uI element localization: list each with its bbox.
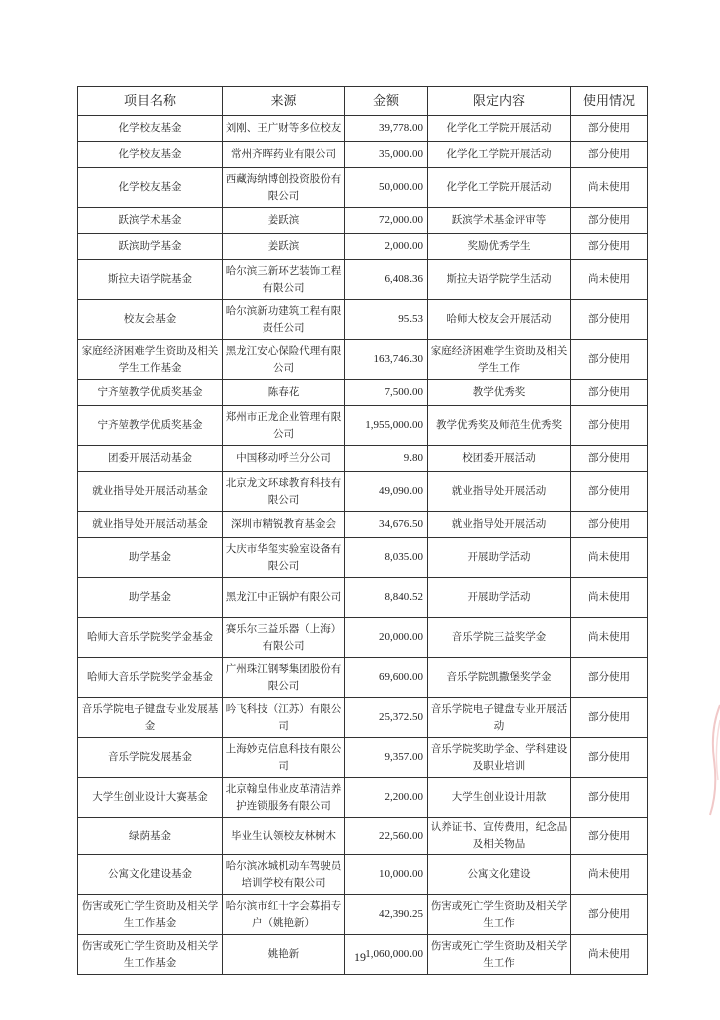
cell-project-name: 团委开展活动基金 — [78, 446, 223, 472]
table-row — [78, 698, 648, 738]
table-row — [78, 472, 648, 512]
cell-project-name: 化学校友基金 — [78, 142, 223, 168]
cell-restricted-content: 就业指导处开展活动 — [428, 472, 571, 512]
cell-project-name: 化学校友基金 — [78, 168, 223, 208]
table-row — [78, 168, 648, 208]
cell-restricted-content: 公寓文化建设 — [428, 855, 571, 895]
cell-amount: 95.53 — [345, 300, 428, 340]
table-row — [78, 538, 648, 578]
cell-usage-status: 部分使用 — [571, 818, 648, 855]
cell-usage-status: 部分使用 — [571, 300, 648, 340]
cell-source: 吟飞科技（江苏）有限公司 — [223, 698, 345, 738]
cell-restricted-content: 音乐学院三益奖学金 — [428, 618, 571, 658]
cell-amount: 8,840.52 — [345, 578, 428, 618]
cell-project-name: 校友会基金 — [78, 300, 223, 340]
table-row — [78, 778, 648, 818]
cell-usage-status: 部分使用 — [571, 512, 648, 538]
cell-usage-status: 部分使用 — [571, 446, 648, 472]
cell-source: 中国移动呼兰分公司 — [223, 446, 345, 472]
cell-project-name: 助学基金 — [78, 578, 223, 618]
cell-restricted-content: 教学优秀奖 — [428, 380, 571, 406]
cell-restricted-content: 认养证书、宣传费用，纪念品及相关物品 — [428, 818, 571, 855]
cell-restricted-content: 化学化工学院开展活动 — [428, 116, 571, 142]
table-row — [78, 738, 648, 778]
cell-usage-status: 尚未使用 — [571, 578, 648, 618]
cell-restricted-content: 音乐学院奖助学金、学科建设及职业培训 — [428, 738, 571, 778]
cell-restricted-content: 伤害或死亡学生资助及相关学生工作 — [428, 935, 571, 975]
cell-source: 陈春花 — [223, 380, 345, 406]
cell-project-name: 斯拉夫语学院基金 — [78, 260, 223, 300]
cell-amount: 69,600.00 — [345, 658, 428, 698]
cell-restricted-content: 斯拉夫语学院学生活动 — [428, 260, 571, 300]
table-row — [78, 260, 648, 300]
cell-usage-status: 尚未使用 — [571, 260, 648, 300]
cell-project-name: 音乐学院电子键盘专业发展基金 — [78, 698, 223, 738]
cell-restricted-content: 音乐学院凯撒堡奖学金 — [428, 658, 571, 698]
cell-amount: 9,357.00 — [345, 738, 428, 778]
cell-project-name: 哈师大音乐学院奖学金基金 — [78, 658, 223, 698]
table-row — [78, 618, 648, 658]
cell-project-name: 伤害或死亡学生资助及相关学生工作基金 — [78, 935, 223, 975]
cell-amount: 35,000.00 — [345, 142, 428, 168]
cell-usage-status: 尚未使用 — [571, 618, 648, 658]
cell-source: 黑龙江中正锅炉有限公司 — [223, 578, 345, 618]
cell-usage-status: 部分使用 — [571, 895, 648, 935]
cell-source: 上海妙克信息科技有限公司 — [223, 738, 345, 778]
cell-usage-status: 尚未使用 — [571, 168, 648, 208]
cell-source: 广州珠江钢琴集团股份有限公司 — [223, 658, 345, 698]
cell-restricted-content: 伤害或死亡学生资助及相关学生工作 — [428, 895, 571, 935]
cell-amount: 9.80 — [345, 446, 428, 472]
cell-amount: 25,372.50 — [345, 698, 428, 738]
table-row — [78, 208, 648, 234]
cell-usage-status: 部分使用 — [571, 116, 648, 142]
cell-usage-status: 部分使用 — [571, 142, 648, 168]
cell-source: 哈尔滨三新环艺装饰工程有限公司 — [223, 260, 345, 300]
cell-source: 黑龙江安心保险代理有限公司 — [223, 340, 345, 380]
cell-restricted-content: 教学优秀奖及师范生优秀奖 — [428, 406, 571, 446]
cell-source: 深圳市精锐教育基金会 — [223, 512, 345, 538]
cell-source: 西藏海纳博创投资股份有限公司 — [223, 168, 345, 208]
table-row — [78, 142, 648, 168]
cell-usage-status: 部分使用 — [571, 738, 648, 778]
cell-project-name: 就业指导处开展活动基金 — [78, 472, 223, 512]
table-row — [78, 116, 648, 142]
cell-project-name: 助学基金 — [78, 538, 223, 578]
cell-restricted-content: 家庭经济困难学生资助及相关学生工作 — [428, 340, 571, 380]
cell-usage-status: 部分使用 — [571, 406, 648, 446]
table-row — [78, 234, 648, 260]
cell-amount: 10,000.00 — [345, 855, 428, 895]
cell-source: 姜跃滨 — [223, 208, 345, 234]
cell-project-name: 就业指导处开展活动基金 — [78, 512, 223, 538]
cell-source: 姜跃滨 — [223, 234, 345, 260]
cell-amount: 163,746.30 — [345, 340, 428, 380]
cell-project-name: 哈师大音乐学院奖学金基金 — [78, 618, 223, 658]
cell-usage-status: 部分使用 — [571, 340, 648, 380]
table-row — [78, 300, 648, 340]
cell-restricted-content: 音乐学院电子键盘专业开展活动 — [428, 698, 571, 738]
table-row — [78, 406, 648, 446]
header-restricted-content: 限定内容 — [428, 87, 571, 116]
cell-usage-status: 部分使用 — [571, 380, 648, 406]
cell-project-name: 化学校友基金 — [78, 116, 223, 142]
cell-source: 郑州市正龙企业管理有限公司 — [223, 406, 345, 446]
cell-restricted-content: 就业指导处开展活动 — [428, 512, 571, 538]
cell-usage-status: 部分使用 — [571, 472, 648, 512]
cell-restricted-content: 开展助学活动 — [428, 578, 571, 618]
table-body — [78, 116, 648, 975]
cell-source: 赛乐尔三益乐器（上海）有限公司 — [223, 618, 345, 658]
table-row — [78, 895, 648, 935]
cell-source: 北京龙文环球教育科技有限公司 — [223, 472, 345, 512]
red-stamp-edge — [706, 700, 720, 820]
cell-amount: 42,390.25 — [345, 895, 428, 935]
cell-amount: 39,778.00 — [345, 116, 428, 142]
table-row — [78, 818, 648, 855]
cell-source: 哈尔滨新功建筑工程有限责任公司 — [223, 300, 345, 340]
cell-amount: 2,200.00 — [345, 778, 428, 818]
cell-source: 姚艳新 — [223, 935, 345, 975]
cell-source: 哈尔滨市红十字会募捐专户（姚艳新） — [223, 895, 345, 935]
cell-project-name: 音乐学院发展基金 — [78, 738, 223, 778]
restricted-funds-table — [77, 86, 648, 975]
table-row — [78, 658, 648, 698]
cell-restricted-content: 开展助学活动 — [428, 538, 571, 578]
cell-project-name: 伤害或死亡学生资助及相关学生工作基金 — [78, 895, 223, 935]
header-amount: 金额 — [345, 87, 428, 116]
cell-restricted-content: 哈师大校友会开展活动 — [428, 300, 571, 340]
cell-project-name: 大学生创业设计大赛基金 — [78, 778, 223, 818]
cell-amount: 2,000.00 — [345, 234, 428, 260]
cell-project-name: 跃滨助学基金 — [78, 234, 223, 260]
table-row — [78, 340, 648, 380]
cell-usage-status: 部分使用 — [571, 658, 648, 698]
cell-project-name: 公寓文化建设基金 — [78, 855, 223, 895]
cell-source: 刘刚、王广财等多位校友 — [223, 116, 345, 142]
cell-usage-status: 尚未使用 — [571, 935, 648, 975]
cell-source: 北京翰皇伟业皮革清洁养护连锁服务有限公司 — [223, 778, 345, 818]
cell-project-name: 宁齐堃教学优质奖基金 — [78, 380, 223, 406]
header-project-name: 项目名称 — [78, 87, 223, 116]
cell-usage-status: 尚未使用 — [571, 855, 648, 895]
table-header-row — [78, 87, 648, 116]
cell-amount: 22,560.00 — [345, 818, 428, 855]
table-row — [78, 578, 648, 618]
page-number: 19 — [354, 950, 366, 964]
cell-restricted-content: 化学化工学院开展活动 — [428, 142, 571, 168]
header-source: 来源 — [223, 87, 345, 116]
cell-usage-status: 部分使用 — [571, 698, 648, 738]
cell-usage-status: 部分使用 — [571, 778, 648, 818]
cell-usage-status: 部分使用 — [571, 208, 648, 234]
cell-restricted-content: 化学化工学院开展活动 — [428, 168, 571, 208]
cell-amount: 72,000.00 — [345, 208, 428, 234]
cell-usage-status: 尚未使用 — [571, 538, 648, 578]
table-row — [78, 512, 648, 538]
cell-source: 毕业生认领校友林树木 — [223, 818, 345, 855]
cell-project-name: 宁齐堃教学优质奖基金 — [78, 406, 223, 446]
cell-amount: 7,500.00 — [345, 380, 428, 406]
cell-source: 常州齐晖药业有限公司 — [223, 142, 345, 168]
cell-restricted-content: 奖励优秀学生 — [428, 234, 571, 260]
cell-restricted-content: 大学生创业设计用款 — [428, 778, 571, 818]
cell-amount: 6,408.36 — [345, 260, 428, 300]
cell-amount: 1,955,000.00 — [345, 406, 428, 446]
cell-amount: 50,000.00 — [345, 168, 428, 208]
table-row — [78, 380, 648, 406]
table-row — [78, 446, 648, 472]
cell-project-name: 跃滨学术基金 — [78, 208, 223, 234]
cell-amount: 8,035.00 — [345, 538, 428, 578]
cell-usage-status: 部分使用 — [571, 234, 648, 260]
cell-restricted-content: 跃滨学术基金评审等 — [428, 208, 571, 234]
cell-amount: 20,000.00 — [345, 618, 428, 658]
cell-amount: 49,090.00 — [345, 472, 428, 512]
table-row — [78, 855, 648, 895]
cell-project-name: 绿荫基金 — [78, 818, 223, 855]
cell-source: 哈尔滨冰城机动车驾驶员培训学校有限公司 — [223, 855, 345, 895]
cell-amount: 34,676.50 — [345, 512, 428, 538]
header-usage-status: 使用情况 — [571, 87, 648, 116]
cell-amount: 1,060,000.00 — [345, 935, 428, 975]
cell-project-name: 家庭经济困难学生资助及相关学生工作基金 — [78, 340, 223, 380]
cell-restricted-content: 校团委开展活动 — [428, 446, 571, 472]
cell-source: 大庆市华玺实验室设备有限公司 — [223, 538, 345, 578]
